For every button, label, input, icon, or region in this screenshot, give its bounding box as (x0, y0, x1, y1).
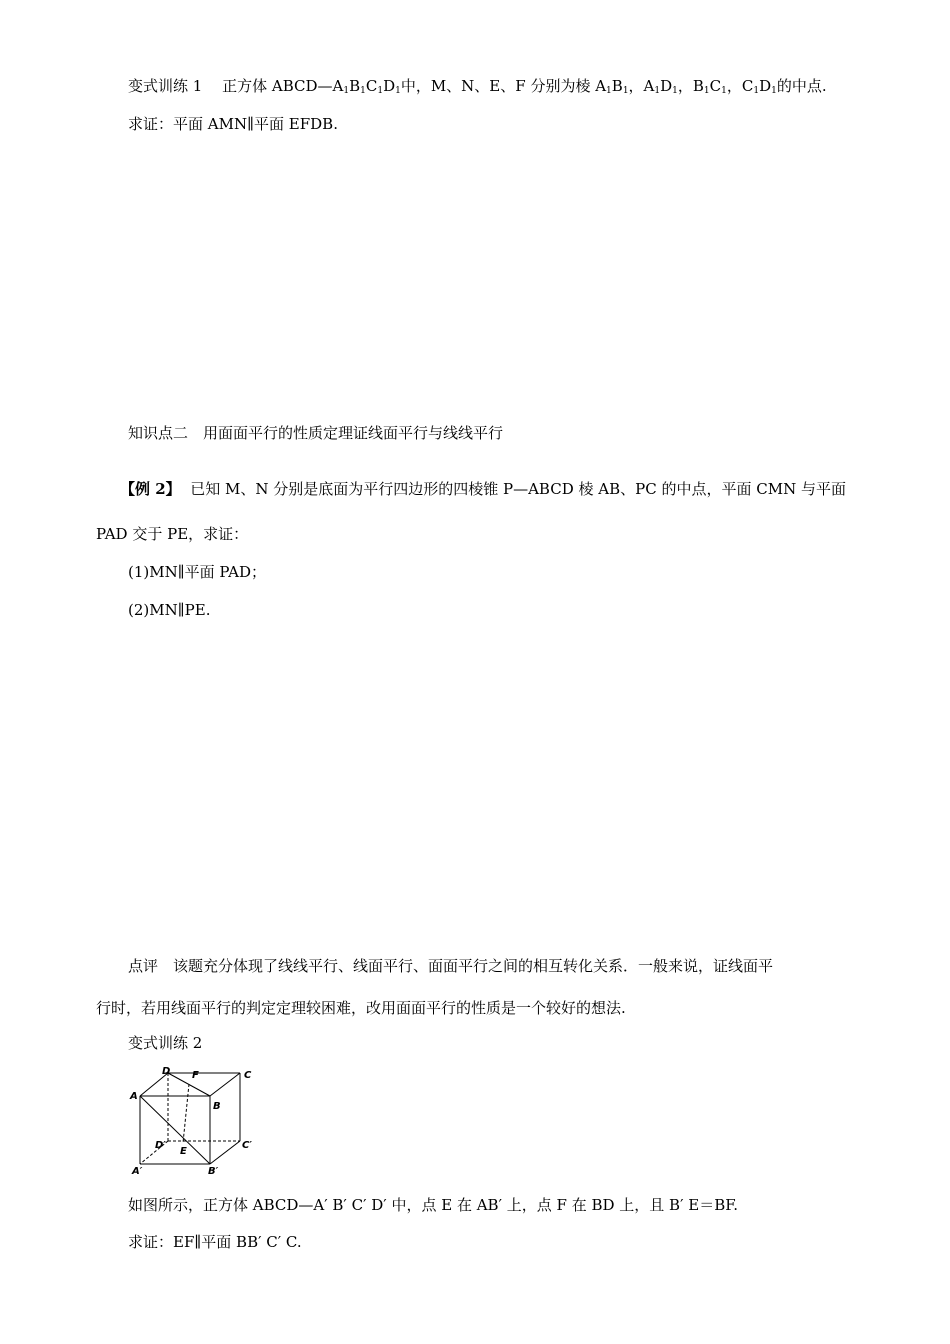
edge-CB (210, 1073, 240, 1096)
variant1-statement: 变式训练 1 正方体 $ABCD—A_1B_1C_1D_1$中，M、N、E、F 分别为棱 $A_1B_1$，$A_1D_1$，$B_1C_1$，$C_1D_1$的中点. (128, 77, 827, 96)
variant1-label: 变式训练 1 (128, 77, 203, 95)
edge-CpBp (210, 1141, 240, 1164)
comment-line1: 点评 该题充分体现了线线平行、线面平行、面面平行之间的相互转化关系．一般来说，证线面平 (128, 957, 774, 975)
section-heading: 知识点二 用面面平行的性质定理证线面平行与线线平行 (128, 424, 504, 442)
example2-tag: 【例 2】 (120, 480, 181, 498)
label-A: A (130, 1091, 138, 1102)
cube-figure (128, 1064, 262, 1178)
label-F: F (192, 1070, 199, 1081)
label-B-prime: B′ (208, 1166, 219, 1177)
example2-question-2: (2)MN∥PE. (128, 601, 211, 619)
label-C-prime: C′ (242, 1140, 252, 1151)
label-B: B (213, 1101, 221, 1112)
variant2-prove: 求证：EF∥平面 BB′ C′ C. (128, 1233, 302, 1251)
comment-label: 点评 (128, 957, 159, 975)
example2-question-1: (1)MN∥平面 PAD； (128, 563, 267, 581)
example2-line2: PAD 交于 PE，求证： (96, 525, 249, 543)
variant2-label: 变式训练 2 (128, 1034, 203, 1052)
label-E: E (180, 1146, 187, 1157)
comment-line2: 行时，若用线面平行的判定定理较困难，改用面面平行的性质是一个较好的想法. (96, 999, 626, 1017)
variant2-statement: 如图所示，正方体 ABCD—A′ B′ C′ D′ 中，点 E 在 AB′ 上，点 F 在 BD 上，且 B′ E＝BF. (128, 1196, 739, 1214)
label-D-prime: D′ (155, 1140, 166, 1151)
label-A-prime: A′ (132, 1166, 143, 1177)
variant1-prove: 求证：平面 AMN∥平面 EFDB. (128, 115, 338, 133)
label-C: C (244, 1070, 252, 1081)
label-D: D (162, 1066, 171, 1077)
diagonal-ABp (140, 1096, 210, 1164)
segment-EF (183, 1084, 189, 1143)
example2-statement: 【例 2】 已知 M、N 分别是底面为平行四边形的四棱锥 P—ABCD 棱 AB、PC 的中点，平面 CMN 与平面 (120, 480, 846, 498)
